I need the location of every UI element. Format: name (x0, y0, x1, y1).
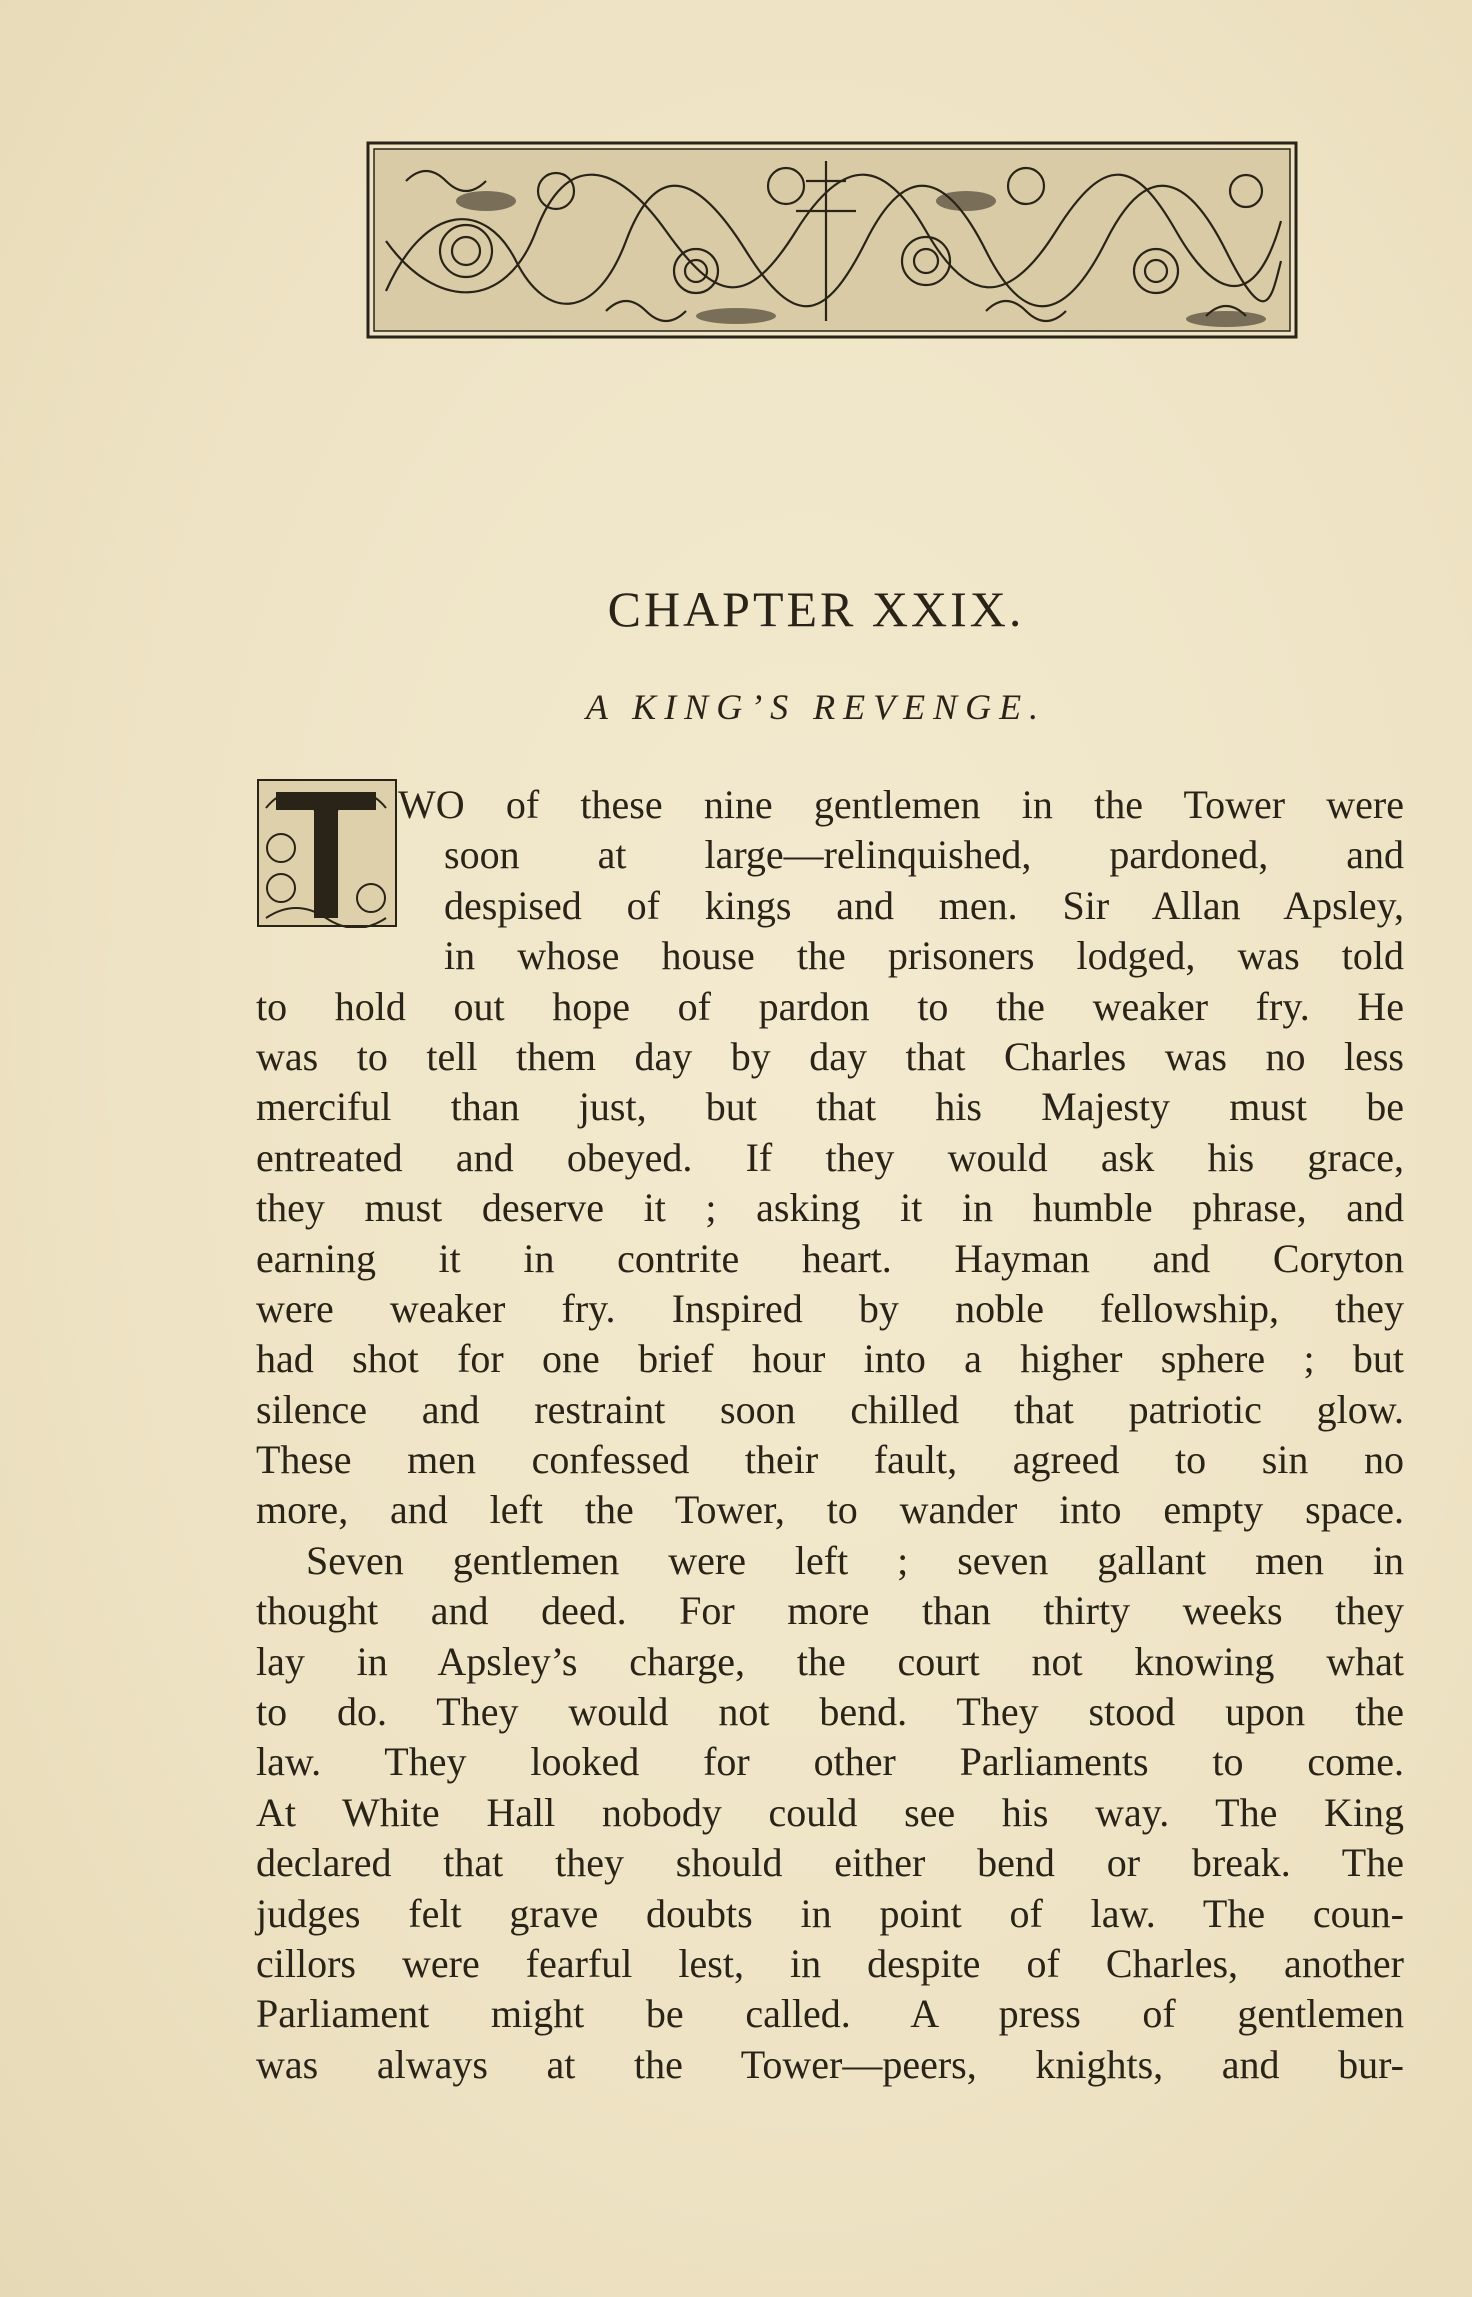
text-line: judges felt grave doubts in point of law. The coun- (256, 1890, 1404, 1936)
text-line: had shot for one brief hour into a higher sphere ; but (256, 1336, 1404, 1382)
text-line: lay in Apsley’s charge, the court not knowing what (256, 1638, 1404, 1684)
text-line: more, and left the Tower, to wander into empty space. (256, 1487, 1404, 1533)
text-line: cillors were fearful lest, in despite of Charles, another (256, 1940, 1404, 1986)
ornamental-headpiece (366, 141, 1298, 343)
text-line: to do. They would not bend. They stood upon the (256, 1689, 1404, 1735)
text-line: were weaker fry. Inspired by noble fellowship, they (256, 1285, 1404, 1331)
text-line: to hold out hope of pardon to the weaker fry. He (256, 983, 1404, 1029)
text-line: was to tell them day by day that Charles was no less (256, 1033, 1404, 1079)
text-line: declared that they should either bend or break. The (256, 1840, 1404, 1886)
text-line: despised of kings and men. Sir Allan Apsley, (444, 882, 1404, 928)
text-line: Parliament might be called. A press of gentlemen (256, 1991, 1404, 2037)
text-line: was always at the Tower—peers, knights, and bur- (256, 2041, 1404, 2087)
text-line: Seven gentlemen were left ; seven gallant men in (306, 1537, 1404, 1583)
text-line: soon at large—relinquished, pardoned, and (444, 832, 1404, 878)
text-line: law. They looked for other Parliaments to come. (256, 1739, 1404, 1785)
text-line: thought and deed. For more than thirty weeks they (256, 1588, 1404, 1634)
text-line: silence and restraint soon chilled that patriotic glow. (256, 1386, 1404, 1432)
chapter-title: CHAPTER XXIX. (607, 581, 1025, 637)
text-line: WO of these nine gentlemen in the Tower were (398, 782, 1404, 827)
text-line: At White Hall nobody could see his way. The King (256, 1789, 1404, 1835)
text-line: These men confessed their fault, agreed to sin no (256, 1437, 1404, 1483)
text-line: merciful than just, but that his Majesty must be (256, 1084, 1404, 1130)
text-line: entreated and obeyed. If they would ask his grace, (256, 1134, 1404, 1180)
text-line: in whose house the prisoners lodged, was told (444, 933, 1404, 979)
text-line: they must deserve it ; asking it in humble phrase, and (256, 1185, 1404, 1231)
body-text (256, 780, 1404, 2090)
text-line: earning it in contrite heart. Hayman and Coryton (256, 1235, 1404, 1281)
chapter-subtitle: A KING’S REVENGE. (585, 687, 1047, 727)
